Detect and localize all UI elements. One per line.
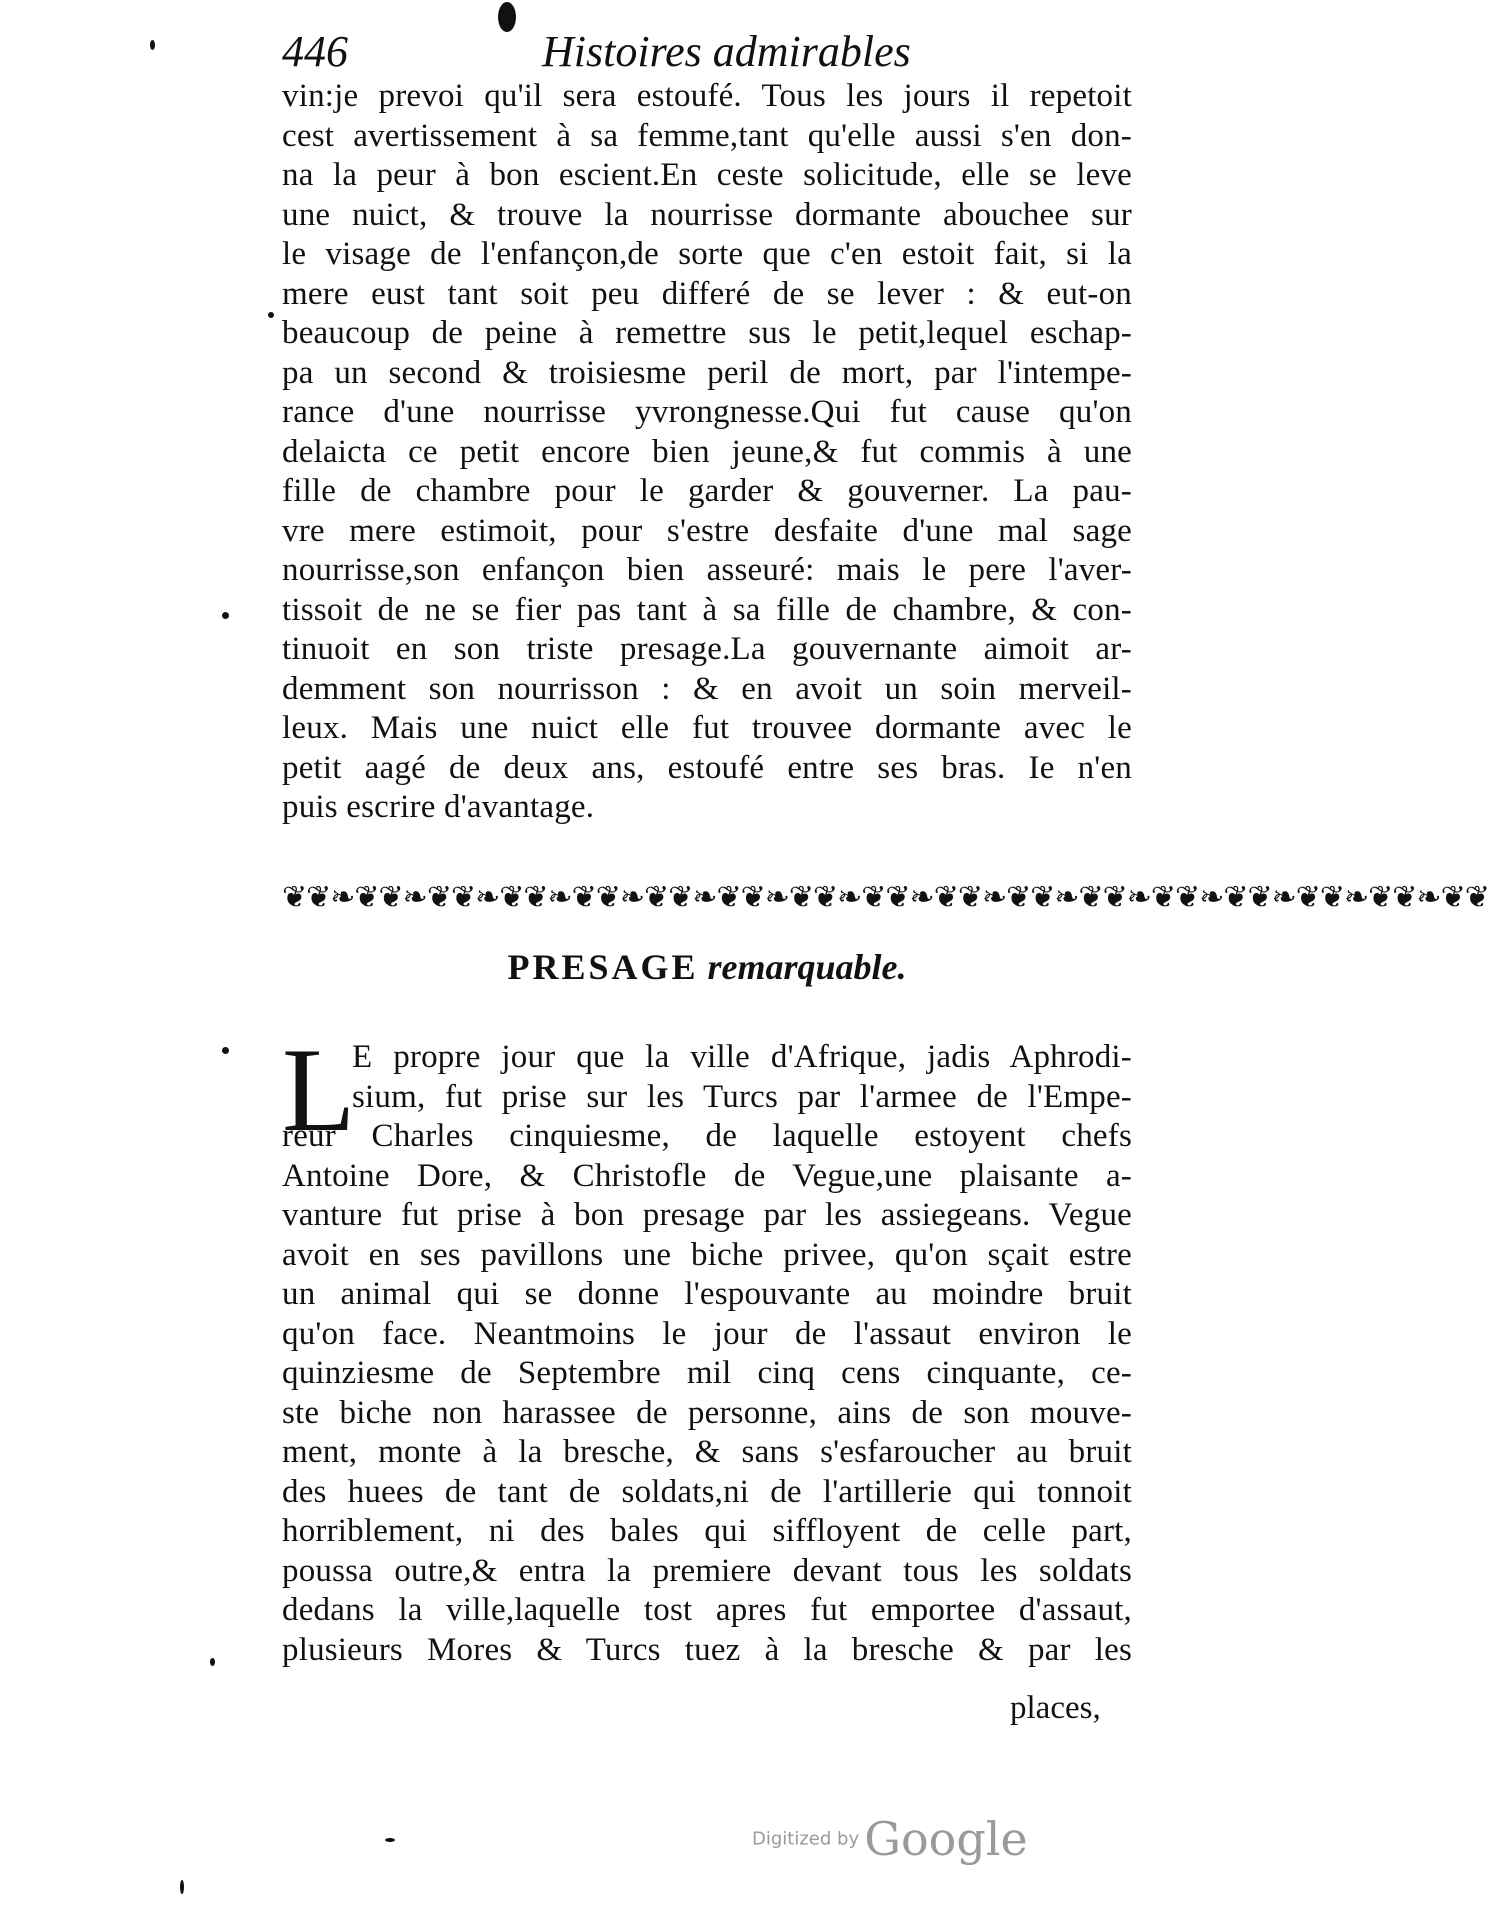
paragraph-2 xyxy=(282,1023,1132,1670)
text-line: vre mere estimoit, pour s'estre desfaite d'une mal sage xyxy=(282,512,1132,549)
text-line: na la peur à bon escient.En ceste solicitude, elle se leve xyxy=(282,157,1132,193)
watermark-prefix: Digitized by xyxy=(752,1828,860,1850)
ornamental-divider: ❦❦❧❦❦❧❦❦❧❦❦❧❦❦❧❦❦❧❦❦❧❦❦❧❦❦❧❦❦❧❦❦❧❦❦❧❦❦❧❦❦❧❦❦❧❦❦❧❦❦ xyxy=(282,880,1489,915)
text-line: dedans la ville,laquelle tost apres fut emportee d'assaut, xyxy=(282,1592,1132,1628)
section-heading xyxy=(282,942,1132,992)
text-line: demment son nourrisson : & en avoit un soin merveil- xyxy=(282,670,1132,707)
drop-cap-initial: L xyxy=(282,1023,356,1156)
section-heading-caps: PRESAGE xyxy=(507,947,699,987)
scan-speck xyxy=(210,1658,215,1666)
text-line: beaucoup de peine à remettre sus le petit,lequel eschap- xyxy=(282,315,1132,351)
text-line: plusieurs Mores & Turcs tuez à la bresche & par les xyxy=(282,1631,1132,1668)
text-line: des huees de tant de soldats,ni de l'artillerie qui tonnoit xyxy=(282,1473,1132,1510)
text-line: avoit en ses pavillons une biche privee, qu'on sçait estre xyxy=(282,1236,1132,1273)
text-line: petit aagé de deux ans, estoufé entre ses bras. Ie n'en xyxy=(282,749,1132,786)
text-line: vin:je prevoi qu'il sera estoufé. Tous les jours il repetoit xyxy=(282,78,1132,114)
scan-speck xyxy=(222,1047,229,1054)
text-line: poussa outre,& entra la premiere devant tous les soldats xyxy=(282,1552,1132,1589)
catchword: places, xyxy=(1010,1690,1101,1726)
text-line: puis escrire d'avantage. xyxy=(282,789,595,825)
text-line: pa un second & troisiesme peril de mort, par l'intempe- xyxy=(282,354,1132,391)
page-number: 446 xyxy=(282,27,348,76)
text-line: sium, fut prise sur les Turcs par l'armee de l'Empe- xyxy=(352,1078,1132,1115)
text-line: reur Charles cinquiesme, de laquelle estoyent chefs xyxy=(282,1118,1132,1154)
text-line: delaicta ce petit encore bien jeune,& fut commis à une xyxy=(282,433,1132,470)
paragraph-1 xyxy=(282,77,1132,828)
scan-speck xyxy=(222,612,229,619)
text-line: rance d'une nourrisse yvrongnesse.Qui fut cause qu'on xyxy=(282,394,1132,430)
text-line: qu'on face. Neantmoins le jour de l'assaut environ le xyxy=(282,1315,1132,1352)
section-heading-italic: remarquable. xyxy=(707,947,907,987)
text-line: ment, monte à la bresche, & sans s'esfaroucher au bruit xyxy=(282,1434,1132,1470)
text-line: un animal qui se donne l'espouvante au moindre bruit xyxy=(282,1276,1132,1312)
text-line: E propre jour que la ville d'Afrique, jadis Aphrodi- xyxy=(352,1039,1132,1075)
text-line: horriblement, ni des bales qui siffloyent de celle part, xyxy=(282,1513,1132,1549)
text-line: nourrisse,son enfançon bien asseuré: mais le pere l'aver- xyxy=(282,552,1132,588)
scan-speck xyxy=(150,40,155,50)
page-header xyxy=(282,22,927,82)
running-head: Histoires admirables xyxy=(542,27,911,76)
scan-speck xyxy=(385,1838,395,1842)
text-line: tissoit de ne se fier pas tant à sa fille de chambre, & con- xyxy=(282,591,1132,628)
text-line: une nuict, & trouve la nourrisse dormante abouchee sur xyxy=(282,196,1132,233)
watermark-brand: Google xyxy=(864,1812,1028,1866)
text-line: le visage de l'enfançon,de sorte que c'en estoit fait, si la xyxy=(282,236,1132,272)
scan-speck xyxy=(498,2,516,32)
text-line: vanture fut prise à bon presage par les assiegeans. Vegue xyxy=(282,1197,1132,1233)
scan-speck xyxy=(180,1880,184,1894)
text-line: leux. Mais une nuict elle fut trouvee dormante avec le xyxy=(282,710,1132,746)
text-line: Antoine Dore, & Christofle de Vegue,une plaisante a- xyxy=(282,1157,1132,1194)
text-line: quinziesme de Septembre mil cinq cens cinquante, ce- xyxy=(282,1355,1132,1391)
scan-speck xyxy=(268,312,274,318)
text-line: fille de chambre pour le garder & gouverner. La pau- xyxy=(282,473,1132,509)
text-line: tinuoit en son triste presage.La gouvernante aimoit ar- xyxy=(282,631,1132,667)
text-line: ste biche non harassee de personne, ains de son mouve- xyxy=(282,1394,1132,1431)
text-line: mere eust tant soit peu differé de se lever : & eut-on xyxy=(282,275,1132,312)
digitization-watermark xyxy=(752,1812,1028,1866)
text-line: cest avertissement à sa femme,tant qu'elle aussi s'en don- xyxy=(282,117,1132,154)
